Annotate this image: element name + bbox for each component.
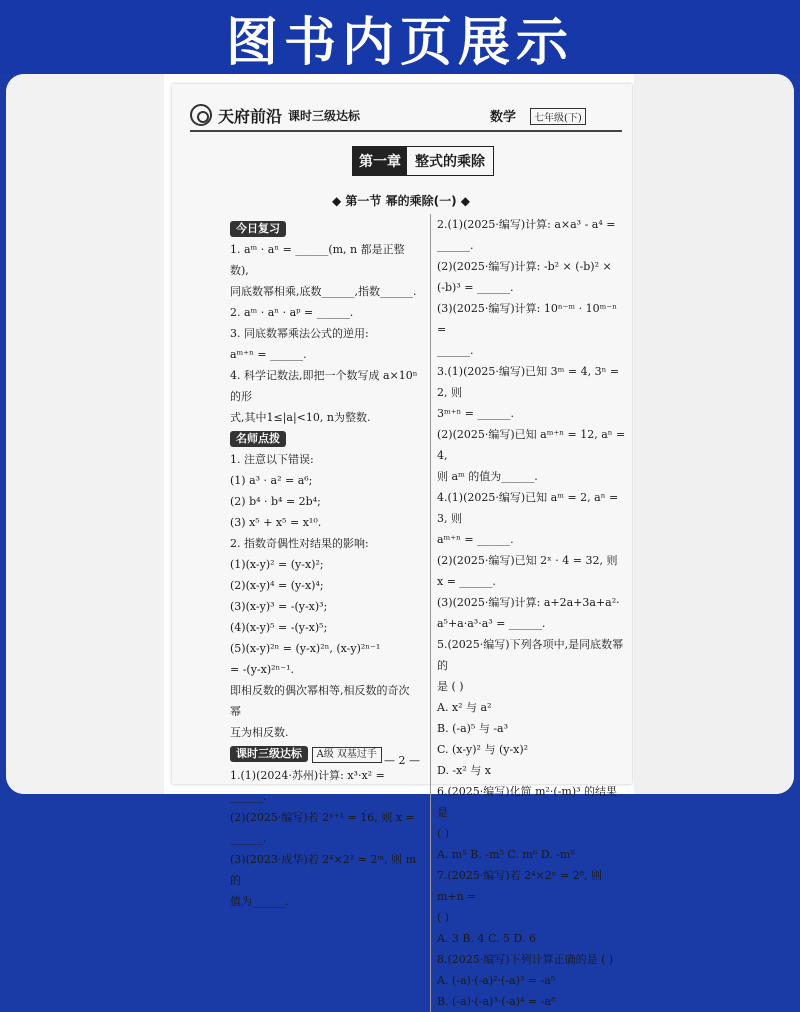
question-line: 则 aᵐ 的值为______.: [437, 470, 538, 483]
question-line: (3)(2025·编写)计算: 10ⁿ⁻ᵐ · 10ᵐ⁻ⁿ =: [437, 302, 617, 336]
practice-list: [230, 765, 420, 912]
review-tag: 今日复习: [230, 221, 286, 237]
question-line: 5.(2025·编写)下列各项中,是同底数幂的: [437, 638, 624, 672]
section-title: ◆ 第一节 幂的乘除(一) ◆: [332, 194, 470, 208]
tip-line: (3) x⁵ + x⁵ = x¹⁰.: [230, 516, 322, 529]
question-line: 8.(2025·编写)下列计算正确的是 ( ): [437, 953, 614, 966]
review-line: 2. aᵐ · aⁿ · aᵖ = ______.: [230, 306, 354, 319]
tip-line: 互为相反数.: [230, 726, 289, 739]
question-line: 4.(1)(2025·编写)已知 aᵐ = 2, aⁿ = 3, 则: [437, 491, 619, 525]
tip-line: (1) a³ · a² = a⁶;: [230, 474, 313, 487]
question-line: (2)(2025·编写)已知 2ˣ · 4 = 32, 则: [437, 554, 618, 567]
review-line: 式,其中1≤|a|<10, n为整数.: [230, 411, 371, 424]
review-line: 4. 科学记数法,即把一个数写成 a×10ⁿ 的形: [230, 369, 418, 403]
tip-line: 2. 指数奇偶性对结果的影响:: [230, 537, 369, 550]
review-list: [230, 239, 420, 428]
chapter-number: 第一章: [353, 147, 407, 175]
tip-line: (5)(x-y)²ⁿ = (y-x)²ⁿ, (x-y)²ⁿ⁻¹: [230, 642, 381, 655]
question-line: ______.: [437, 344, 474, 357]
review-line: 3. 同底数幂乘法公式的逆用:: [230, 327, 369, 340]
question-line: 6.(2025·编写)化简 m²·(-m)³ 的结果是: [437, 785, 618, 819]
left-column: [230, 218, 420, 912]
review-line: aᵐ⁺ⁿ = ______.: [230, 348, 307, 361]
option-line: A. (-a)·(-a)²·(-a)³ = -a⁵: [437, 974, 556, 987]
question-line: ( ): [437, 827, 450, 840]
tips-tag: 名师点拨: [230, 431, 286, 447]
question-line: 3ᵐ⁺ⁿ = ______.: [437, 407, 515, 420]
question-line: 1.(1)(2024·苏州)计算: x³·x² = ______.: [230, 769, 385, 803]
brand-name: 天府前沿: [218, 107, 283, 126]
series-name: 课时三级达标: [288, 109, 361, 123]
practice-tag: 课时三级达标: [230, 746, 308, 762]
preview-frame: [6, 74, 794, 1008]
tip-line: 1. 注意以下错误:: [230, 453, 314, 466]
tip-line: (2)(x-y)⁴ = (y-x)⁴;: [230, 579, 324, 592]
level-badge: A级 双基过手: [312, 747, 382, 763]
banner: [0, 0, 800, 74]
banner-title: 图书内页展示: [225, 12, 574, 73]
subject-label: 数学: [490, 110, 517, 125]
question-line: (2)(2025·编写)已知 aᵐ⁺ⁿ = 12, aⁿ = 4,: [437, 428, 626, 462]
question-line: (2)(2025·编写)若 2ˣ⁺¹ = 16, 则 x =: [230, 811, 415, 824]
tip-line: 即相反数的偶次幂相等,相反数的奇次幂: [230, 684, 410, 718]
question-line: (3)(2023·成华)若 2⁴×2² = 2ᵐ, 则 m 的: [230, 853, 417, 887]
option-line: D. -x² 与 x: [437, 764, 491, 777]
tip-line: (4)(x-y)⁵ = -(y-x)⁵;: [230, 621, 328, 634]
option-line: C. (x-y)² 与 (y-x)²: [437, 743, 529, 756]
question-line: (-b)³ = ______.: [437, 281, 514, 294]
option-line: B. (-a)⁵ 与 -a³: [437, 722, 509, 735]
question-line: (2)(2025·编写)计算: -b² × (-b)² ×: [437, 260, 612, 273]
question-line: a⁵+a·a³·a³ = ______.: [437, 617, 546, 630]
question-line: ______.: [437, 239, 474, 252]
question-line: 3.(1)(2025·编写)已知 3ᵐ = 4, 3ⁿ = 2, 则: [437, 365, 620, 399]
option-line: B. (-a)·(-a)³·(-a)⁴ = -a⁸: [437, 995, 556, 1008]
tip-line: = -(y-x)²ⁿ⁻¹.: [230, 663, 295, 676]
page-number: — 2 —: [384, 754, 420, 767]
review-line: 1. aᵐ · aⁿ = ______(m, n 都是正整数),: [230, 243, 405, 277]
chapter-title: 整式的乘除: [415, 154, 485, 170]
question-line: (3)(2025·编写)计算: a+2a+3a+a²·: [437, 596, 620, 609]
question-line: 2.(1)(2025·编写)计算: a×a³ - a⁴ =: [437, 218, 616, 231]
background-right: [634, 74, 794, 794]
option-line: A. x² 与 a²: [437, 701, 492, 714]
question-line: ( ): [437, 911, 450, 924]
question-line: 值为______.: [230, 895, 289, 908]
grade-label: 七年级(下): [530, 108, 586, 125]
background-left: [6, 74, 164, 794]
review-line: 同底数幂相乘,底数______,指数______.: [230, 285, 417, 298]
question-line: aᵐ⁺ⁿ = ______.: [437, 533, 514, 546]
page-header: [190, 104, 622, 132]
question-line: x = ______.: [437, 575, 496, 588]
question-line: 7.(2025·编写)若 2⁴×2ⁿ = 2⁸, 则 m+n =: [437, 869, 603, 903]
question-line: ______.: [230, 832, 267, 845]
book-page: [172, 84, 632, 1008]
target-logo-icon: [190, 104, 212, 126]
option-line: A. m⁵ B. -m⁵ C. m⁶ D. -m⁶: [437, 848, 575, 861]
tip-line: (1)(x-y)² = (y-x)²;: [230, 558, 324, 571]
tips-list: [230, 449, 420, 743]
tip-line: (3)(x-y)³ = -(y-x)³;: [230, 600, 328, 613]
tip-line: (2) b⁴ · b⁴ = 2b⁴;: [230, 495, 321, 508]
question-line: 是 ( ): [437, 680, 464, 693]
right-column: [430, 214, 627, 1012]
option-line: A. 3 B. 4 C. 5 D. 6: [437, 932, 536, 945]
chapter-heading: [352, 146, 494, 176]
